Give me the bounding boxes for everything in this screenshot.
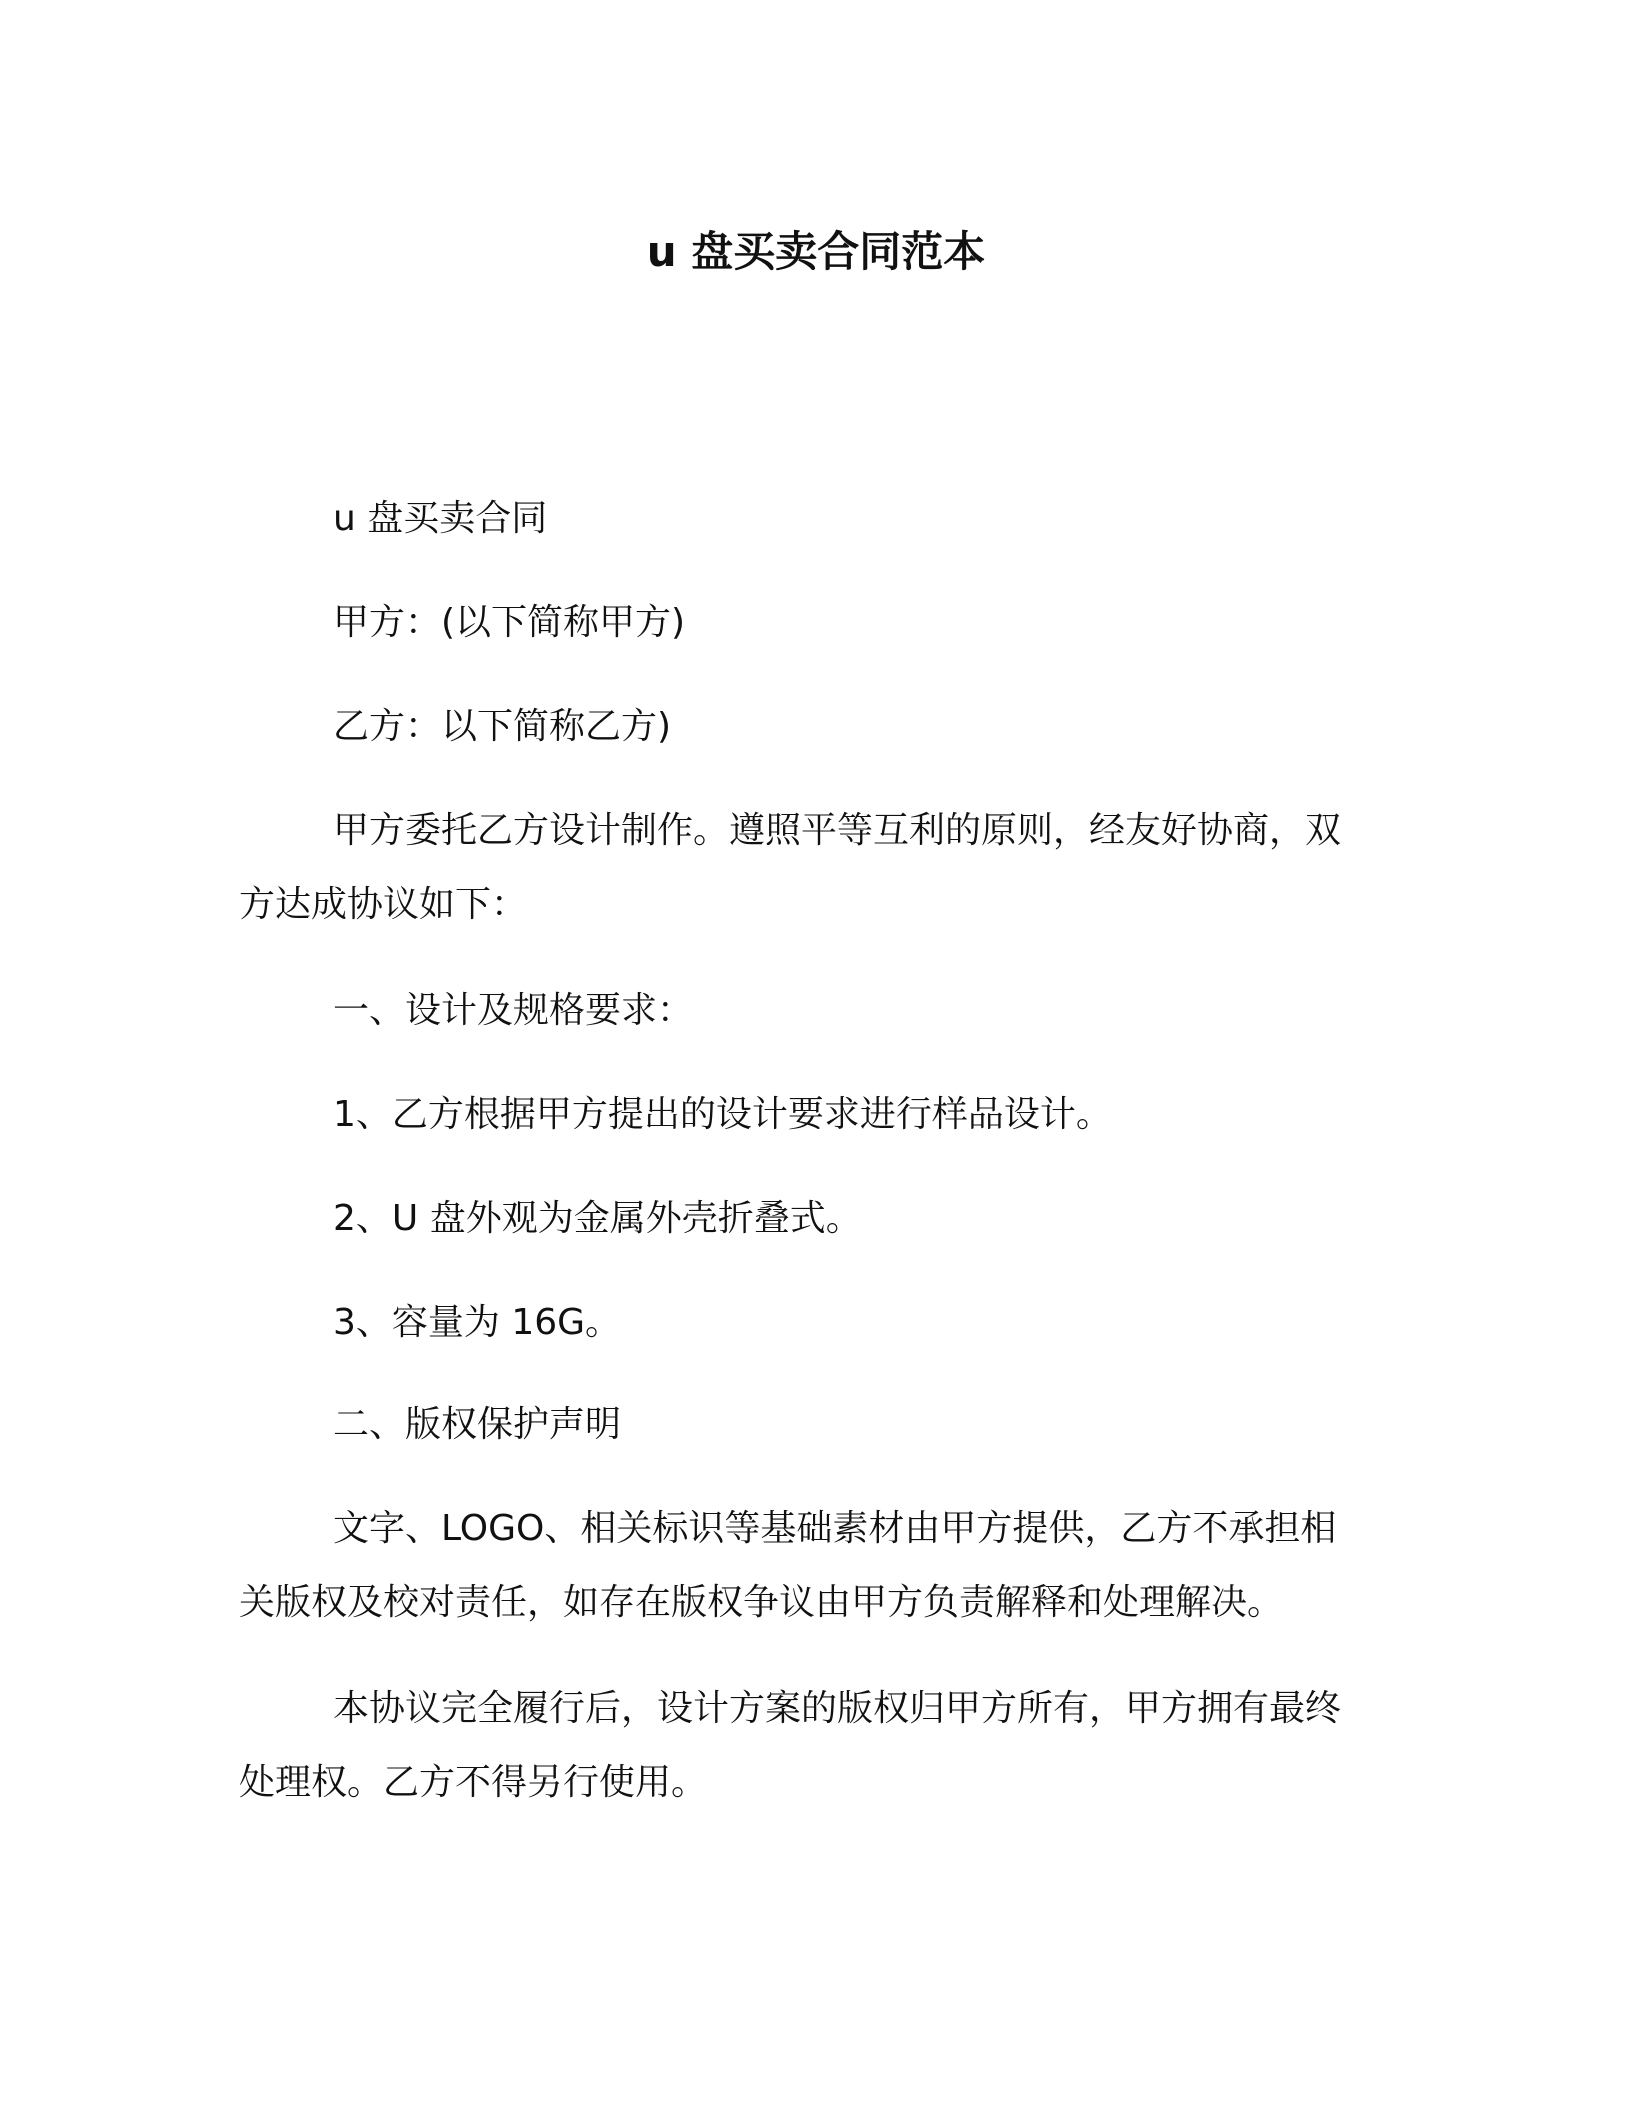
section-1-item-2: 2、U 盘外观为金属外壳折叠式。: [333, 1198, 862, 1239]
section-1-item-3: 3、容量为 16G。: [333, 1302, 622, 1343]
intro-paragraph-line-1: 甲方委托乙方设计制作。遵照平等互利的原则，经友好协商，双: [333, 810, 1342, 851]
party-b-line: 乙方：以下简称乙方): [333, 706, 672, 747]
contract-heading: u 盘买卖合同: [333, 498, 548, 539]
party-a-line: 甲方：(以下简称甲方): [333, 602, 686, 643]
section-2-paragraph-2-line-1: 本协议完全履行后，设计方案的版权归甲方所有，甲方拥有最终: [333, 1688, 1342, 1729]
document-title: u 盘买卖合同范本: [646, 227, 986, 276]
section-1-title: 一、设计及规格要求：: [333, 990, 694, 1031]
section-2-paragraph-2-line-2: 处理权。乙方不得另行使用。: [239, 1762, 708, 1803]
section-1-item-1: 1、乙方根据甲方提出的设计要求进行样品设计。: [333, 1094, 1112, 1135]
section-2-paragraph-1-line-1: 文字、LOGO、相关标识等基础素材由甲方提供，乙方不承担相: [333, 1508, 1337, 1549]
section-2-title: 二、版权保护声明: [333, 1404, 622, 1445]
section-2-paragraph-1-line-2: 关版权及校对责任，如存在版权争议由甲方负责解释和处理解决。: [239, 1582, 1284, 1623]
intro-paragraph-line-2: 方达成协议如下：: [239, 884, 528, 925]
